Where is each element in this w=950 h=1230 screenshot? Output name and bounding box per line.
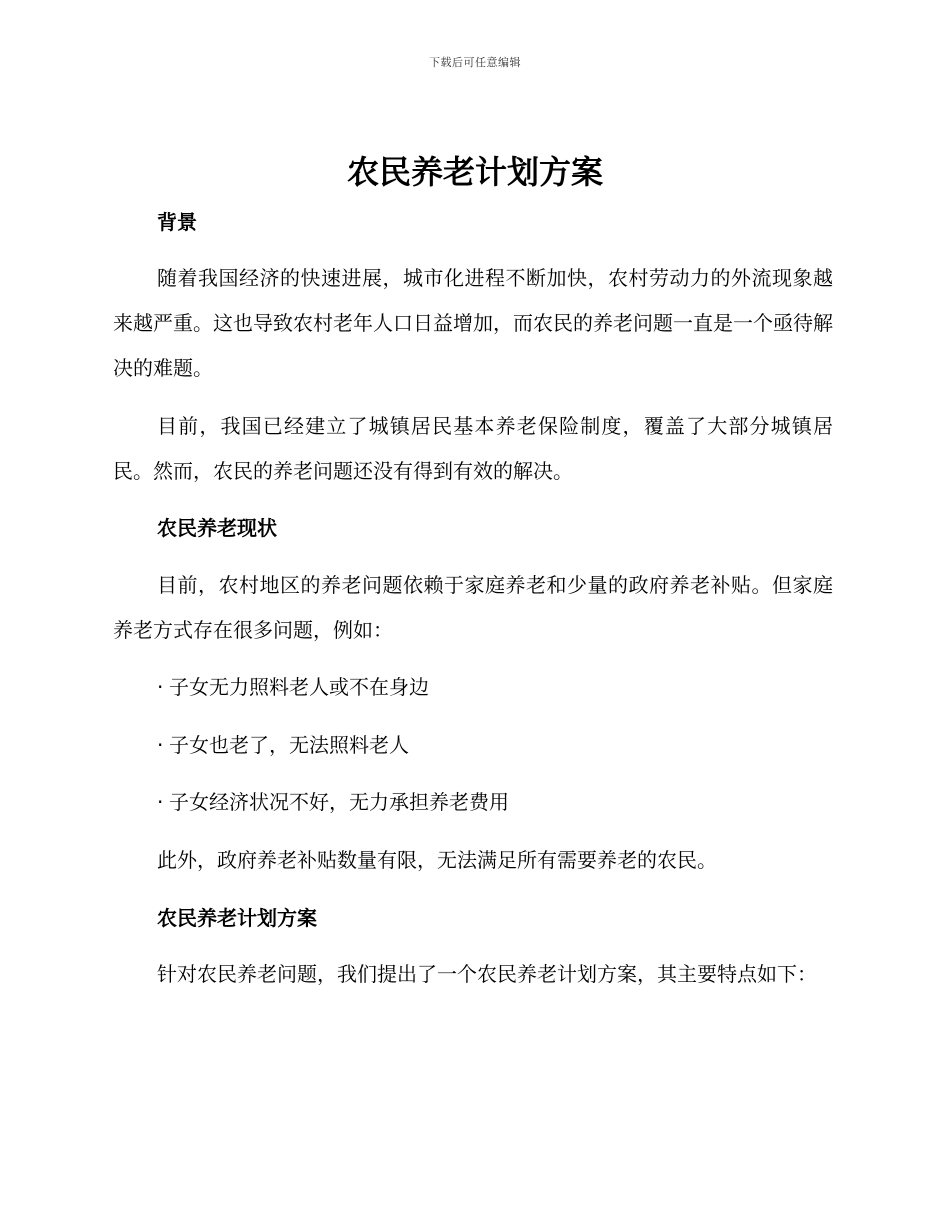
list-item-text: 子女无力照料老人或不在身边 [169,675,429,699]
paragraph-status-1: 目前，农村地区的养老问题依赖于家庭养老和少量的政府养老补贴。但家庭养老方式存在很多问题，例如： [113,573,833,642]
section-heading-background: 背景 [157,210,197,234]
bullet-dot-icon: · [157,790,164,814]
paragraph-status-2: 此外，政府养老补贴数量有限，无法满足所有需要养老的农民。 [157,848,717,872]
paragraph-plan-1: 针对农民养老问题，我们提出了一个农民养老计划方案，其主要特点如下： [157,962,817,986]
section-heading-plan: 农民养老计划方案 [157,906,317,930]
bullet-dot-icon: · [157,675,164,699]
list-item [157,673,429,701]
bullet-dot-icon: · [157,733,164,757]
list-item-text: 子女经济状况不好，无力承担养老费用 [169,790,509,814]
header-note: 下载后可任意编辑 [429,56,521,69]
list-item [157,731,409,759]
paragraph-background-1: 随着我国经济的快速进展，城市化进程不断加快，农村劳动力的外流现象越来越严重。这也导致农村老年人口日益增加，而农民的养老问题一直是一个亟待解决的难题。 [113,266,833,380]
section-heading-status: 农民养老现状 [157,516,277,540]
paragraph-background-2: 目前，我国已经建立了城镇居民基本养老保险制度，覆盖了大部分城镇居民。然而，农民的养老问题还没有得到有效的解决。 [113,414,833,483]
list-item [157,788,509,816]
list-item-text: 子女也老了，无法照料老人 [169,733,409,757]
document-title: 农民养老计划方案 [346,153,603,191]
